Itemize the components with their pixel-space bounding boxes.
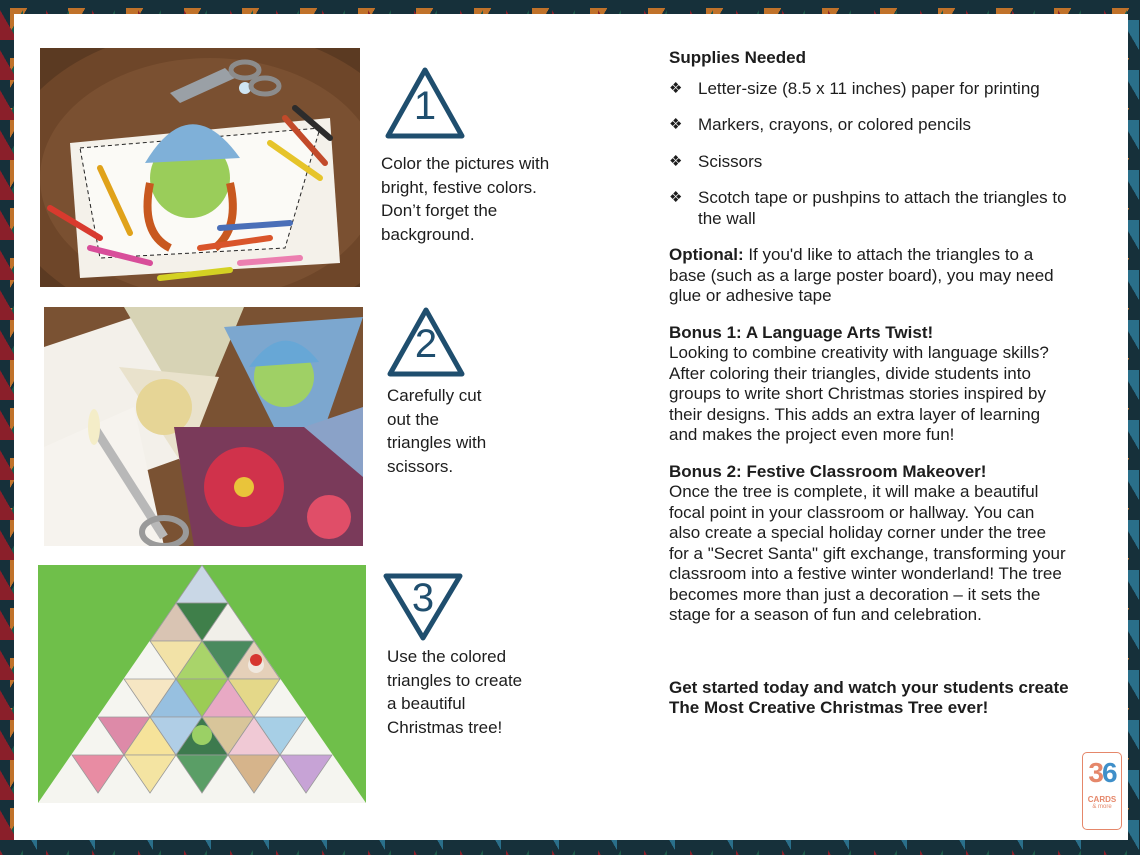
step-2-number: 2 bbox=[414, 322, 438, 366]
logo-digit-a: 3 bbox=[1088, 757, 1102, 788]
optional-label: Optional: bbox=[669, 245, 744, 264]
logo-word: CARDS bbox=[1087, 795, 1117, 804]
supplies-heading: Supplies Needed bbox=[669, 48, 806, 67]
bonus-2-paragraph bbox=[669, 462, 1069, 626]
supply-item bbox=[669, 188, 1069, 229]
instructions-column bbox=[669, 48, 1069, 735]
diamond-bullet-icon: ❖ bbox=[669, 79, 683, 97]
logo-number bbox=[1083, 757, 1121, 789]
bonus-2-text: Once the tree is complete, it will make a beautiful focal point in your classroom or hallway. You can also create a special holiday corner under the tree for a "Secret Santa" gift exchange, transforming your classroom into a festive winter wonderland! The tree becomes more than just a decoration – it sets the stage for a season of fun and celebration. bbox=[669, 482, 1066, 624]
logo-digit-b: 6 bbox=[1102, 757, 1116, 788]
step-3-number: 3 bbox=[411, 576, 435, 620]
content-card bbox=[14, 14, 1128, 840]
step-1-badge bbox=[384, 66, 466, 140]
supply-item bbox=[669, 79, 1069, 100]
logo-subword: & more bbox=[1092, 804, 1112, 810]
optional-text: If you'd like to attach the triangles to a base (such as a large poster board), you may need glue or adhesive tape bbox=[669, 245, 1054, 305]
cut-triangles-photo bbox=[44, 307, 363, 546]
bonus-1-paragraph bbox=[669, 323, 1069, 446]
step-1-number: 1 bbox=[413, 84, 437, 128]
coloring-photo bbox=[40, 48, 360, 287]
diamond-bullet-icon: ❖ bbox=[669, 152, 683, 170]
bonus-2-title: Bonus 2: Festive Classroom Makeover! bbox=[669, 461, 987, 481]
step-2-badge bbox=[386, 306, 466, 378]
supply-item bbox=[669, 115, 1069, 136]
step-3-text: Use the colored triangles to create a beautiful Christmas tree! bbox=[387, 647, 523, 737]
optional-paragraph bbox=[669, 245, 1069, 307]
step-1-text: Color the pictures with bright, festive colors. Don’t forget the background. bbox=[381, 154, 550, 244]
supply-item-text: Scotch tape or pushpins to attach the triangles to the wall bbox=[698, 188, 1067, 228]
diamond-bullet-icon: ❖ bbox=[669, 116, 683, 133]
christmas-tree-photo bbox=[38, 565, 366, 803]
brand-logo bbox=[1082, 752, 1122, 830]
supply-item-text: Scissors bbox=[698, 151, 763, 171]
step-3-badge bbox=[382, 572, 464, 642]
supplies-list bbox=[669, 79, 1069, 230]
closing-call-to-action: Get started today and watch your students create The Most Creative Christmas Tree ever! bbox=[669, 677, 1069, 717]
diamond-bullet-icon: ❖ bbox=[669, 189, 683, 206]
step-2-text: Carefully cut out the triangles with scissors. bbox=[387, 386, 487, 476]
bonus-1-title: Bonus 1: A Language Arts Twist! bbox=[669, 322, 934, 342]
bonus-1-text: Looking to combine creativity with language skills? After coloring their triangles, divide students into groups to write short Christmas stories inspired by their designs. This adds an extra layer of learning and makes the project even more fun! bbox=[669, 343, 1049, 444]
supply-item-text: Letter-size (8.5 x 11 inches) paper for printing bbox=[698, 78, 1040, 98]
supply-item-text: Markers, crayons, or colored pencils bbox=[698, 115, 972, 134]
supply-item bbox=[669, 152, 1069, 173]
